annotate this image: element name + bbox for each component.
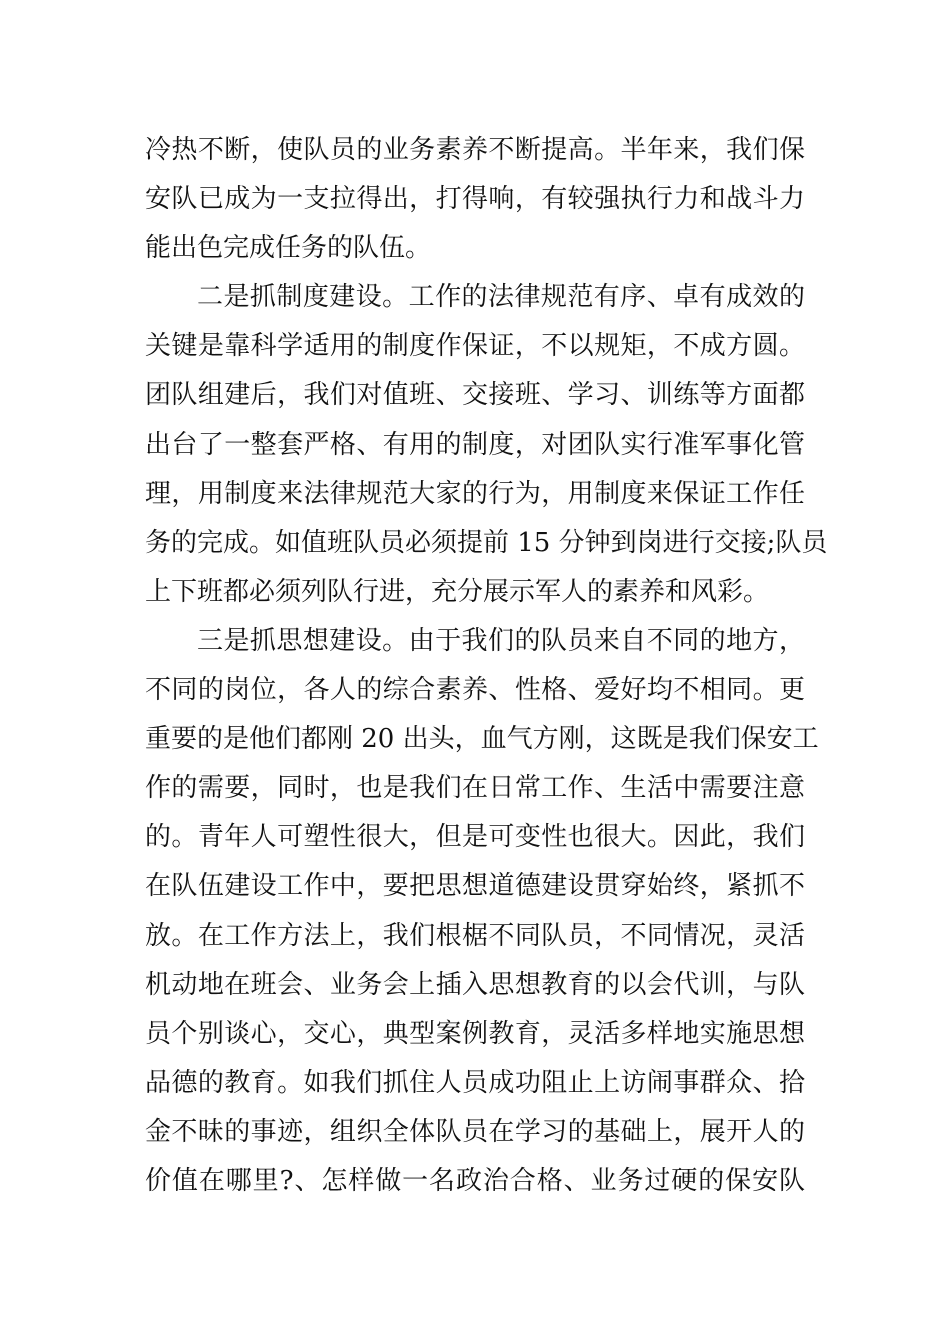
text-line: 价值在哪里?、怎样做一名政治合格、业务过硬的保安队 — [145, 1165, 805, 1196]
text-line: 在队伍建设工作中，要把思想道德建设贯穿始终，紧抓不 — [145, 871, 805, 902]
text-line: 二是抓制度建设。工作的法律规范有序、卓有成效的 — [197, 282, 805, 313]
text-line: 安队已成为一支拉得出，打得响，有较强执行力和战斗力 — [145, 184, 805, 215]
text-line: 三是抓思想建设。由于我们的队员来自不同的地方， — [197, 625, 805, 656]
paragraph-1 — [145, 126, 805, 273]
text-line: 出台了一整套严格、有用的制度，对团队实行准军事化管 — [145, 429, 805, 460]
paragraph-2 — [145, 273, 828, 617]
text-line: 的。青年人可塑性很大，但是可变性也很大。因此，我们 — [145, 822, 805, 853]
text-line: 团队组建后，我们对值班、交接班、学习、训练等方面都 — [145, 380, 805, 411]
text-line: 品德的教育。如我们抓住人员成功阻止上访闹事群众、拾 — [145, 1067, 805, 1098]
text-line: 机动地在班会、业务会上插入思想教育的以会代训，与队 — [145, 969, 805, 1000]
text-line: 放。在工作方法上，我们根椐不同队员，不同情况，灵活 — [145, 920, 805, 951]
text-line: 冷热不断，使队员的业务素养不断提高。半年来，我们保 — [145, 135, 805, 165]
text-line: 员个别谈心，交心，典型案例教育，灵活多样地实施思想 — [145, 1018, 805, 1049]
paragraph-3 — [145, 617, 819, 1206]
text-line: 关键是靠科学适用的制度作保证，不以规矩，不成方圆。 — [145, 331, 805, 362]
text-line: 能出色完成任务的队伍。 — [145, 233, 432, 264]
text-line: 不同的岗位，各人的综合素养、性格、爱好均不相同。更 — [145, 675, 805, 706]
text-line: 务的完成。如值班队员必须提前 15 分钟到岗进行交接;队员 — [145, 527, 828, 558]
text-line: 上下班都必须列队行进，充分展示军人的素养和风彩。 — [145, 576, 770, 607]
text-line: 作的需要，同时，也是我们在日常工作、生活中需要注意 — [145, 773, 805, 804]
text-line: 金不昧的事迹，组织全体队员在学习的基础上，展开人的 — [145, 1116, 805, 1147]
text-line: 重要的是他们都刚 20 出头，血气方刚，这既是我们保安工 — [145, 724, 819, 755]
document-body — [145, 126, 828, 1206]
text-line: 理，用制度来法律规范大家的行为，用制度来保证工作任 — [145, 478, 805, 509]
